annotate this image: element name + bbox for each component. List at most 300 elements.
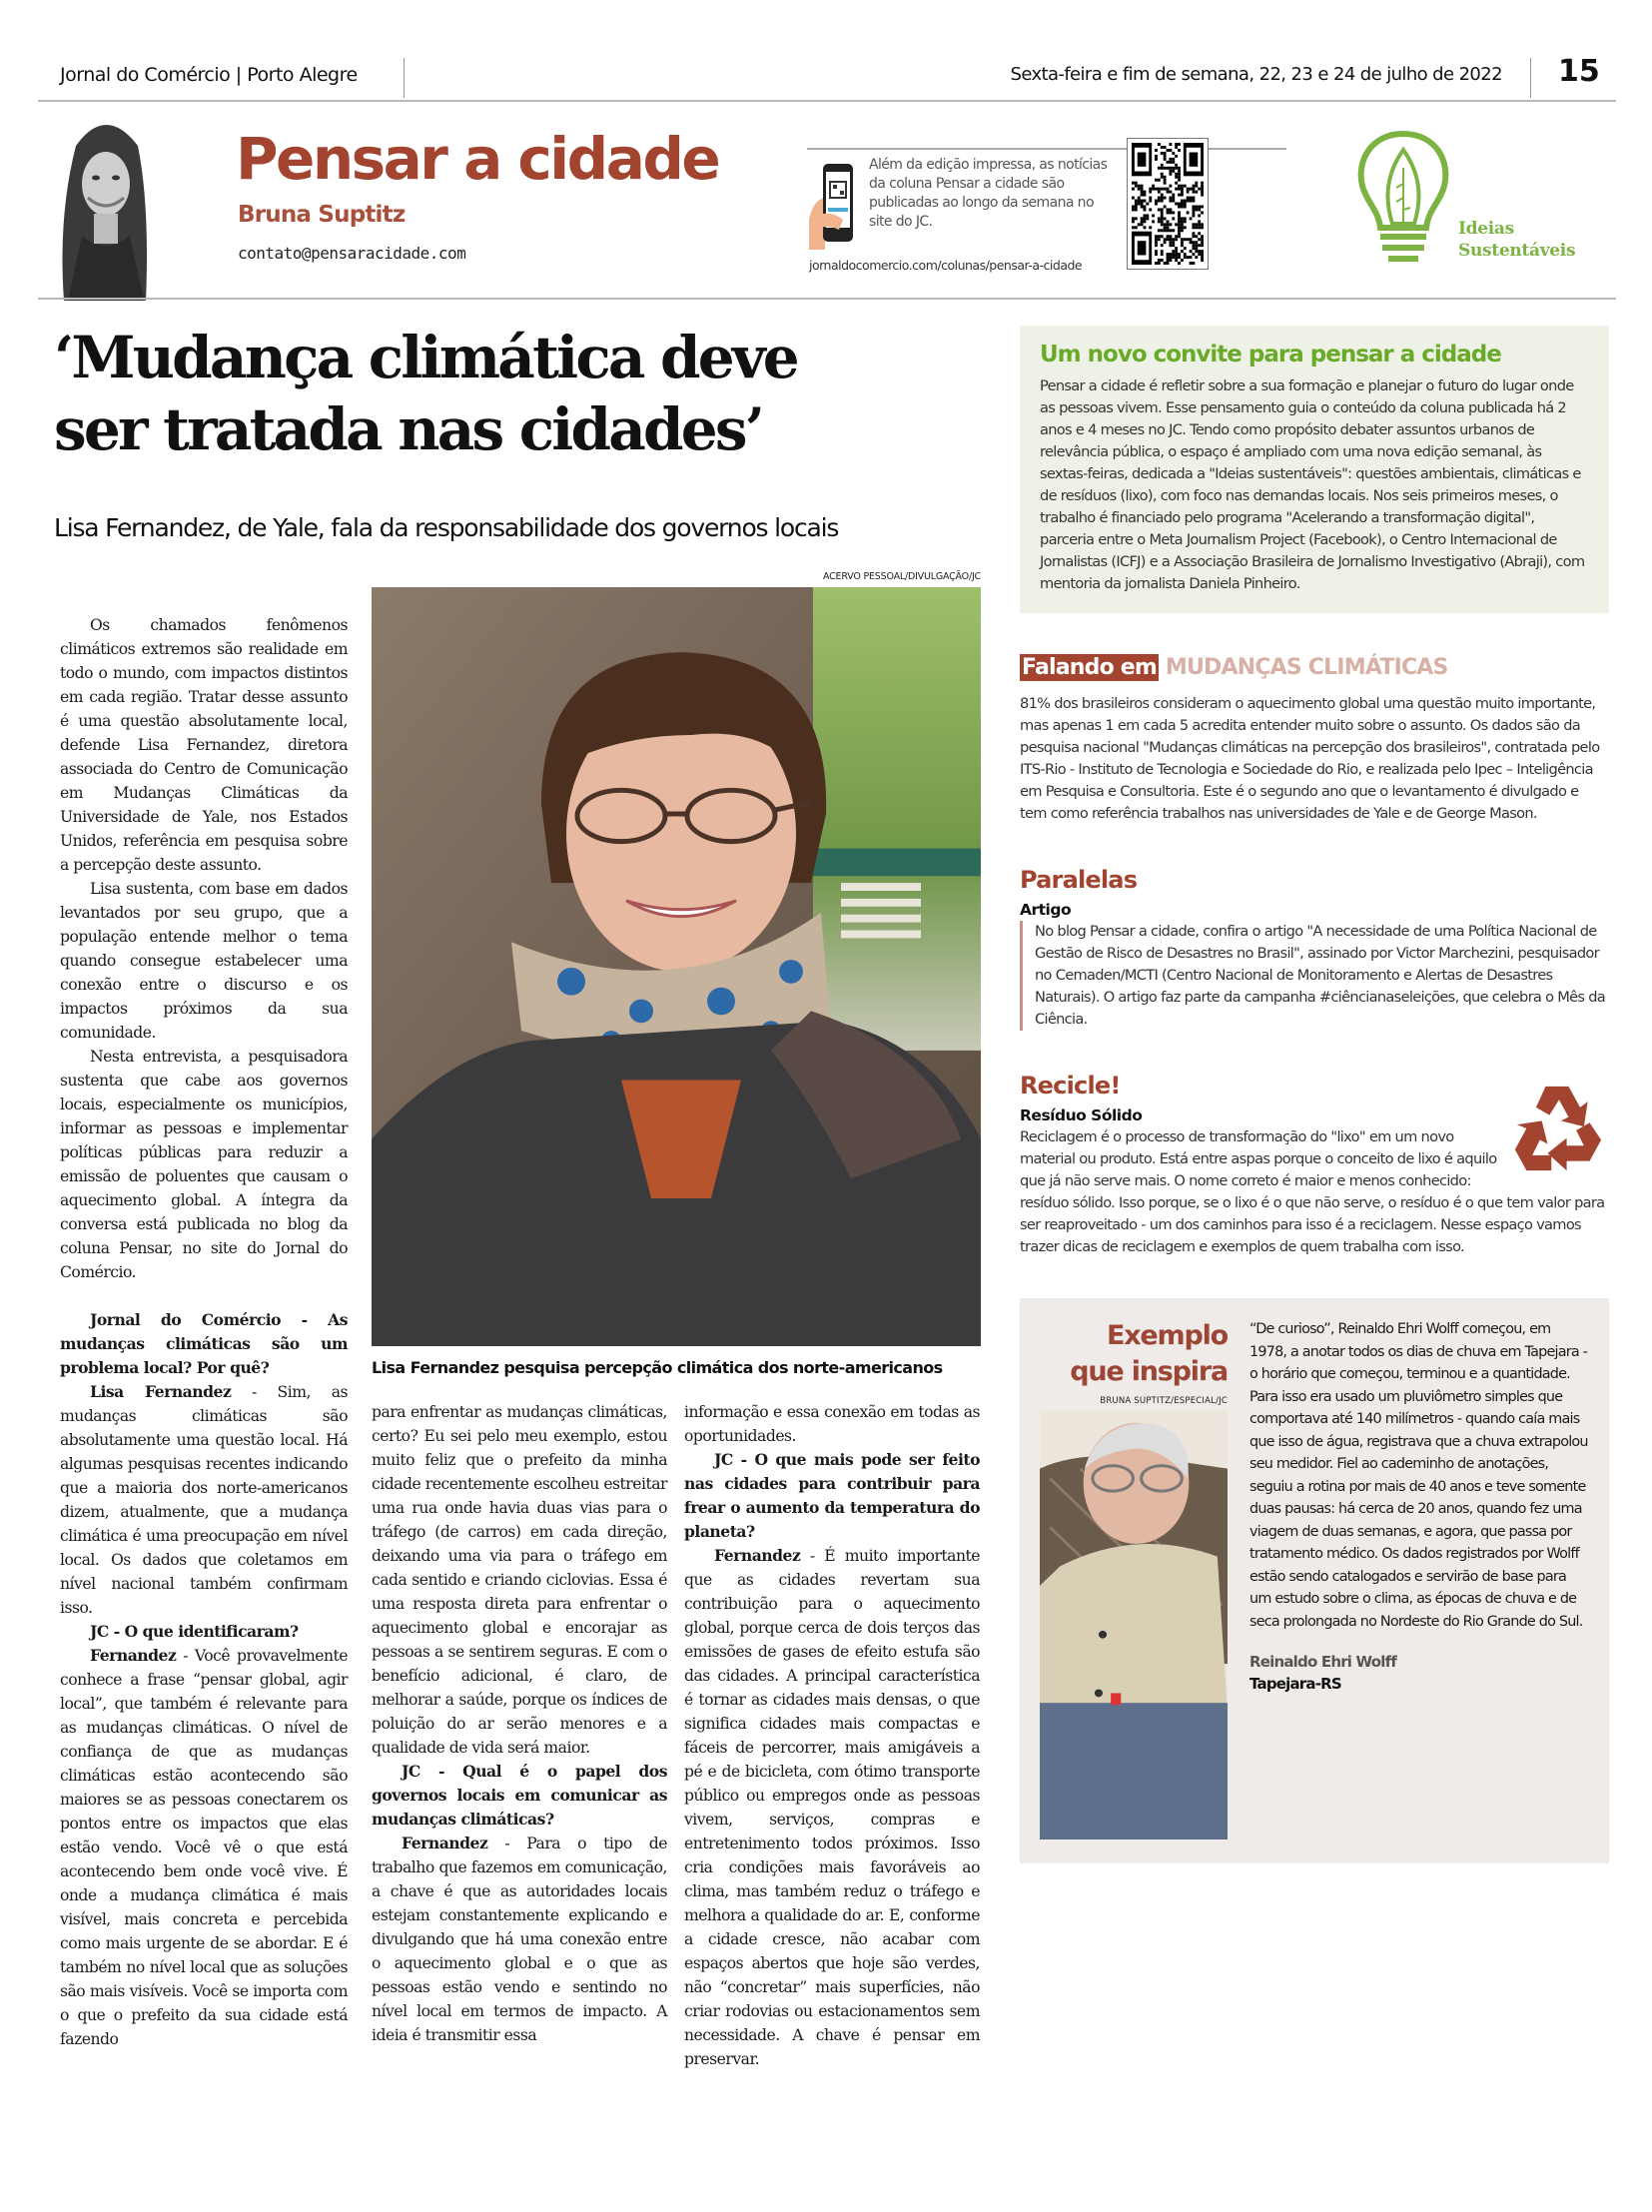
- qr-module: [1167, 226, 1170, 229]
- qr-module: [1172, 217, 1175, 220]
- qr-module: [1169, 200, 1172, 203]
- qr-module: [1132, 197, 1135, 200]
- paralelas-quote: [1020, 921, 1609, 1031]
- qr-module: [1181, 238, 1184, 241]
- exemplo-photo-credit: BRUNA SUPTITZ/ESPECIAL/JC: [1100, 1396, 1228, 1406]
- qr-module: [1169, 256, 1172, 259]
- qr-code[interactable]: [1127, 138, 1209, 270]
- qr-module: [1201, 223, 1204, 226]
- qr-module: [1135, 182, 1138, 185]
- issue-date: Sexta-feira e fim de semana, 22, 23 e 24 de julho de 2022: [1010, 64, 1502, 85]
- qr-module: [1178, 253, 1181, 256]
- qr-module: [1184, 200, 1187, 203]
- qr-module: [1169, 211, 1172, 214]
- qr-module: [1175, 235, 1178, 238]
- qr-module: [1164, 217, 1167, 220]
- qr-module: [1178, 223, 1181, 226]
- masthead-divider: [1530, 58, 1531, 98]
- article-headline: [54, 322, 1013, 465]
- qr-module: [1172, 197, 1175, 200]
- qr-module: [1175, 176, 1178, 179]
- qr-module: [1172, 211, 1175, 214]
- qr-module: [1132, 205, 1135, 208]
- qr-module: [1190, 200, 1193, 203]
- qr-module: [1190, 262, 1193, 265]
- falando-block: [1020, 653, 1609, 825]
- qr-module: [1169, 191, 1172, 194]
- qr-module: [1132, 182, 1135, 185]
- qr-module: [1158, 238, 1161, 241]
- qr-module: [1155, 262, 1158, 265]
- exemplo-left-column: [1040, 1318, 1228, 1840]
- qr-module: [1175, 167, 1178, 170]
- qr-module: [1175, 247, 1178, 250]
- qr-module: [1184, 205, 1187, 208]
- qr-module: [1152, 185, 1155, 188]
- qr-module: [1169, 238, 1172, 241]
- article-column-1: [60, 613, 348, 2051]
- answer-speaker: Lisa Fernandez: [90, 1382, 232, 1401]
- qr-module: [1161, 223, 1164, 226]
- qr-module: [1161, 176, 1164, 179]
- qr-module: [1144, 200, 1147, 203]
- convite-title: Um novo convite para pensar a cidade: [1040, 342, 1501, 368]
- exemplo-person-name: Reinaldo Ehri Wolff: [1249, 1653, 1397, 1671]
- columnist-photo: [58, 106, 154, 301]
- qr-module: [1175, 250, 1178, 253]
- ideias-sustentaveis-logo-text: [1458, 218, 1575, 262]
- qr-module: [1155, 253, 1158, 256]
- qr-module: [1169, 143, 1172, 146]
- qr-module: [1178, 188, 1181, 191]
- qr-module: [1187, 256, 1190, 259]
- qr-module: [1158, 191, 1161, 194]
- qr-module: [1187, 191, 1190, 194]
- exemplo-title-line2: que inspira: [1070, 1356, 1228, 1387]
- qr-module: [1172, 158, 1175, 161]
- qr-module: [1144, 217, 1147, 220]
- qr-module: [1167, 211, 1170, 214]
- qr-module: [1169, 208, 1172, 211]
- qr-module: [1192, 232, 1195, 235]
- answer-text: - Você provavelmente conhece a frase “pensar global, agir local”, que também é relevante para as mudanças climáticas. O nível de confiança de que as mudanças climáticas estão acontecendo são maiores se as pessoas conectarem os pontos entre os impactos que elas estão vendo. Você vê o que está acontecendo bem onde você vive. É onde a mudança climática é mais visível, mais concreta e percebida como mais urgente de se abordar. E é também no nível local que as soluções são mais visíveis. Você se importa com o que o prefeito da sua cidade está fazendo: [60, 1647, 348, 2048]
- qr-module: [1167, 253, 1170, 256]
- qr-module: [1192, 262, 1195, 265]
- qr-module: [1161, 235, 1164, 238]
- interview-question: JC - Qual é o papel dos governos locais em comunicar as mudanças climáticas?: [372, 1762, 667, 1829]
- qr-module: [1152, 214, 1155, 217]
- qr-module: [1161, 253, 1164, 256]
- qr-module: [1152, 220, 1155, 223]
- qr-module: [1138, 197, 1141, 200]
- qr-module: [1184, 220, 1187, 223]
- qr-module: [1201, 226, 1204, 229]
- qr-module: [1149, 200, 1152, 203]
- qr-module: [1195, 182, 1198, 185]
- qr-module: [1164, 241, 1167, 244]
- qr-module: [1201, 235, 1204, 238]
- qr-module: [1181, 191, 1184, 194]
- intro-paragraph: Lisa sustenta, com base em dados levantados por seu grupo, que a população entende melhor o tema quando consegue estabelecer uma conexão entre o discurso e os impactos próximos da sua comunidade.: [60, 880, 348, 1042]
- qr-module: [1167, 229, 1170, 232]
- qr-module: [1178, 170, 1181, 173]
- qr-module: [1169, 235, 1172, 238]
- qr-module: [1138, 188, 1141, 191]
- qr-module: [1158, 259, 1161, 262]
- qr-module: [1161, 244, 1164, 247]
- interview-column-3: [684, 1400, 980, 2071]
- qr-module: [1175, 155, 1178, 158]
- qr-module: [1167, 256, 1170, 259]
- qr-module: [1164, 226, 1167, 229]
- qr-module: [1164, 155, 1167, 158]
- article-subhead: Lisa Fernandez, de Yale, fala da responsabilidade dos governos locais: [54, 513, 839, 542]
- qr-module: [1192, 223, 1195, 226]
- qr-module: [1172, 200, 1175, 203]
- qr-module: [1201, 182, 1204, 185]
- qr-module: [1144, 226, 1147, 229]
- qr-module: [1178, 185, 1181, 188]
- qr-module: [1190, 241, 1193, 244]
- recicle-block: [1020, 1071, 1609, 1258]
- qr-module: [1167, 188, 1170, 191]
- header-bottom-rule: [38, 298, 1616, 300]
- qr-module: [1172, 256, 1175, 259]
- qr-module: [1181, 226, 1184, 229]
- qr-module: [1181, 241, 1184, 244]
- recycle-icon: [1509, 1083, 1605, 1174]
- falando-heading: [1020, 653, 1609, 683]
- qr-module: [1169, 167, 1172, 170]
- qr-module: [1195, 241, 1198, 244]
- qr-module: [1164, 176, 1167, 179]
- qr-module: [1195, 208, 1198, 211]
- promo-url-link[interactable]: jornaldocomercio.com/colunas/pensar-a-cidade: [809, 258, 1083, 273]
- qr-module: [1138, 223, 1141, 226]
- qr-module: [1141, 200, 1144, 203]
- qr-module: [1198, 253, 1201, 256]
- convite-box: [1020, 326, 1609, 613]
- qr-module: [1192, 185, 1195, 188]
- qr-module: [1175, 146, 1178, 149]
- qr-module: [1167, 235, 1170, 238]
- qr-module: [1181, 185, 1184, 188]
- qr-module: [1172, 250, 1175, 253]
- qr-module: [1198, 250, 1201, 253]
- qr-module: [1175, 182, 1178, 185]
- qr-module: [1198, 208, 1201, 211]
- qr-module: [1172, 238, 1175, 241]
- interview-answer: [372, 1832, 667, 2047]
- qr-module: [1201, 259, 1204, 262]
- qr-module: [1169, 223, 1172, 226]
- answer-speaker: Fernandez: [402, 1834, 488, 1852]
- qr-module: [1158, 179, 1161, 182]
- qr-module: [1181, 200, 1184, 203]
- qr-module: [1175, 188, 1178, 191]
- qr-module: [1181, 220, 1184, 223]
- qr-module: [1178, 217, 1181, 220]
- qr-module: [1184, 247, 1187, 250]
- qr-module: [1167, 238, 1170, 241]
- qr-module: [1190, 188, 1193, 191]
- qr-module: [1192, 188, 1195, 191]
- qr-module: [1187, 188, 1190, 191]
- qr-module: [1149, 208, 1152, 211]
- header-rule: [38, 100, 1616, 102]
- exemplo-box: [1020, 1298, 1609, 1863]
- headline-line-2: ser tratada nas cidades’: [54, 395, 763, 463]
- qr-module: [1169, 161, 1172, 164]
- qr-module: [1175, 143, 1178, 146]
- qr-module: [1144, 220, 1147, 223]
- qr-module: [1135, 200, 1138, 203]
- column-spacer: [60, 1284, 348, 1308]
- qr-finder: [1138, 153, 1147, 167]
- qr-module: [1172, 152, 1175, 155]
- qr-module: [1132, 220, 1135, 223]
- exemplo-title: [1040, 1318, 1228, 1390]
- qr-module: [1178, 173, 1181, 176]
- qr-module: [1144, 208, 1147, 211]
- main-photo: [372, 587, 981, 1346]
- logo-line1: Ideias: [1458, 219, 1514, 239]
- qr-module: [1178, 205, 1181, 208]
- qr-module: [1161, 208, 1164, 211]
- qr-module: [1144, 214, 1147, 217]
- qr-module: [1175, 238, 1178, 241]
- qr-module: [1164, 197, 1167, 200]
- qr-module: [1195, 235, 1198, 238]
- qr-module: [1141, 188, 1144, 191]
- qr-module: [1155, 203, 1158, 206]
- qr-module: [1158, 197, 1161, 200]
- qr-module: [1201, 238, 1204, 241]
- qr-module: [1164, 167, 1167, 170]
- qr-module: [1192, 226, 1195, 229]
- paralelas-body: No blog Pensar a cidade, confira o artigo "A necessidade de uma Política Nacional de Gestão de Risco de Desastres no Brasil", assinado por Victor Marchezini, pesquisador no Cemaden/MCTI (Centro Nacional de Monitoramento e Alertas de Desastres Naturais). O artigo faz parte da campanha #ciêncianaseleições, que celebra o Mês da Ciência.: [1035, 923, 1606, 1028]
- qr-module: [1175, 173, 1178, 176]
- qr-module: [1161, 197, 1164, 200]
- qr-module: [1169, 149, 1172, 152]
- qr-module: [1141, 203, 1144, 206]
- qr-module: [1192, 191, 1195, 194]
- paralelas-block: [1020, 865, 1609, 1031]
- interview-question: JC - O que identificaram?: [90, 1622, 299, 1641]
- qr-module: [1164, 188, 1167, 191]
- qr-module: [1201, 211, 1204, 214]
- qr-module: [1198, 220, 1201, 223]
- qr-module: [1172, 253, 1175, 256]
- qr-module: [1167, 161, 1170, 164]
- qr-module: [1161, 146, 1164, 149]
- qr-module: [1141, 220, 1144, 223]
- interview-question: Jornal do Comércio - As mudanças climáticas são um problema local? Por quê?: [60, 1310, 348, 1377]
- qr-module: [1190, 217, 1193, 220]
- exemplo-person-place: Tapejara-RS: [1249, 1675, 1341, 1693]
- qr-module: [1167, 191, 1170, 194]
- qr-module: [1181, 229, 1184, 232]
- qr-module: [1178, 143, 1181, 146]
- qr-module: [1178, 194, 1181, 197]
- exemplo-right-column: [1249, 1318, 1591, 1840]
- qr-module: [1201, 188, 1204, 191]
- qr-module: [1138, 203, 1141, 206]
- qr-module: [1158, 143, 1161, 146]
- qr-module: [1167, 149, 1170, 152]
- qr-module: [1146, 214, 1149, 217]
- qr-module: [1164, 146, 1167, 149]
- photo-caption: Lisa Fernandez pesquisa percepção climática dos norte-americanos: [372, 1358, 943, 1377]
- qr-module: [1164, 182, 1167, 185]
- qr-module: [1155, 238, 1158, 241]
- qr-module: [1158, 220, 1161, 223]
- qr-module: [1181, 188, 1184, 191]
- qr-module: [1155, 200, 1158, 203]
- qr-module: [1178, 256, 1181, 259]
- qr-module: [1201, 191, 1204, 194]
- qr-module: [1152, 188, 1155, 191]
- qr-module: [1184, 185, 1187, 188]
- qr-module: [1158, 262, 1161, 265]
- qr-module: [1181, 250, 1184, 253]
- qr-module: [1164, 229, 1167, 232]
- qr-module: [1178, 203, 1181, 206]
- intro-paragraph: Os chamados fenômenos climáticos extremos são realidade em todo o mundo, com impactos distintos em cada região. Tratar desse assunto é uma questão absolutamente local, defende Lisa Fernandez, diretora associada do Centro de Comunicação em Mudanças Climáticas da Universidade de Yale, nos Estados Unidos, referência em pesquisa sobre a percepção deste assunto.: [60, 616, 348, 874]
- qr-module: [1178, 232, 1181, 235]
- qr-module: [1178, 229, 1181, 232]
- qr-module: [1169, 244, 1172, 247]
- exemplo-body: “De curioso”, Reinaldo Ehri Wolff começou, em 1978, a anotar todos os dias de chuva em Tapejara - o horário que começou, terminou e a quantidade. Para isso era usado um pluviômetro simples que comportava até 140 milímetros - quando caía mais que isso de água, registrava que a chuva extrapolou seu medidor. Fiel ao cademinho de anotações, seguiu a rotina por mais de 40 anos e teve somente duas pausas: há cerca de 20 anos, quando fez uma viagem de duas semanas, e agora, que passa por tratamento médico. Os dados registrados por Wolff estão sendo catalogados e servirão de base para um estudo sobre o clima, as épocas de chuva e de seca prolongada no Nordeste do Rio Grande do Sul.: [1249, 1321, 1588, 1630]
- qr-module: [1192, 214, 1195, 217]
- qr-module: [1195, 205, 1198, 208]
- photo-credit: ACERVO PESSOAL/DIVULGAÇÃO/JC: [822, 571, 981, 582]
- qr-module: [1161, 214, 1164, 217]
- recicle-title: Recicle!: [1020, 1072, 1121, 1100]
- qr-module: [1192, 211, 1195, 214]
- qr-module: [1155, 250, 1158, 253]
- qr-module: [1198, 188, 1201, 191]
- section-email-link[interactable]: contato@pensaracidade.com: [238, 244, 466, 263]
- qr-module: [1192, 253, 1195, 256]
- qr-module: [1201, 250, 1204, 253]
- qr-module: [1169, 173, 1172, 176]
- section-author: Bruna Suptitz: [238, 202, 406, 228]
- qr-module: [1138, 200, 1141, 203]
- interview-answer: [684, 1544, 980, 2071]
- qr-module: [1178, 149, 1181, 152]
- qr-module: [1167, 220, 1170, 223]
- qr-module: [1175, 256, 1178, 259]
- qr-module: [1192, 235, 1195, 238]
- qr-module: [1178, 235, 1181, 238]
- qr-module: [1178, 211, 1181, 214]
- qr-module: [1138, 185, 1141, 188]
- masthead-divider: [404, 58, 405, 98]
- answer-speaker: Fernandez: [90, 1646, 177, 1665]
- qr-module: [1172, 167, 1175, 170]
- qr-module: [1155, 188, 1158, 191]
- qr-module: [1201, 241, 1204, 244]
- qr-module: [1161, 188, 1164, 191]
- qr-module: [1172, 170, 1175, 173]
- falando-topic: MUDANÇAS CLIMÁTICAS: [1165, 655, 1448, 680]
- qr-module: [1178, 176, 1181, 179]
- qr-module: [1135, 185, 1138, 188]
- qr-module: [1161, 217, 1164, 220]
- qr-module: [1132, 208, 1135, 211]
- qr-module: [1144, 194, 1147, 197]
- qr-module: [1158, 208, 1161, 211]
- qr-module: [1201, 185, 1204, 188]
- qr-module: [1201, 253, 1204, 256]
- qr-module: [1141, 223, 1144, 226]
- qr-module: [1158, 217, 1161, 220]
- exemplo-photo: [1040, 1410, 1228, 1840]
- qr-module: [1181, 217, 1184, 220]
- qr-module: [1195, 244, 1198, 247]
- exemplo-title-line1: Exemplo: [1106, 1320, 1228, 1351]
- answer-text: - É muito importante que as cidades revertam sua contribuição para o aquecimento global, porque cerca de dois terços das emissões de gases de efeito estufa são das cidades. A principal característica é tornar as cidades mais densas, o que significa cidades mais compactas e fáceis de percorrer, mais amigáveis a pé e de bicicleta, com ótimo transporte público ou empregos onde as pessoas vivem, serviços, compras e entretenimento todos próximos. Isso cria condições mais favoráveis ao clima, mas também reduz o tráfego e melhora a qualidade do ar. E, conforme a cidade cresce, não acabar com espaços abertos que hoje são verdes, não “concretar” mais superfícies, não criar rodovias ou estacionamentos sem necessidade. A chave é pensar em preservar.: [684, 1547, 980, 2068]
- qr-module: [1192, 197, 1195, 200]
- qr-module: [1192, 244, 1195, 247]
- qr-module: [1181, 244, 1184, 247]
- qr-module: [1158, 235, 1161, 238]
- qr-module: [1181, 194, 1184, 197]
- qr-module: [1164, 262, 1167, 265]
- qr-module: [1169, 229, 1172, 232]
- qr-module: [1198, 226, 1201, 229]
- qr-module: [1158, 167, 1161, 170]
- qr-module: [1187, 211, 1190, 214]
- qr-module: [1161, 259, 1164, 262]
- qr-module: [1198, 238, 1201, 241]
- qr-module: [1149, 188, 1152, 191]
- headline-line-1: ‘Mudança climática deve: [54, 324, 797, 391]
- qr-module: [1164, 179, 1167, 182]
- answer-text: - Para o tipo de trabalho que fazemos em comunicação, a chave é que as autoridades locais estejam constantemente explicando e divulgando que há uma conexão entre o aquecimento global e o que as pessoas estão vendo e sentindo no nível local em termos de impacto. A ideia é transmitir essa: [372, 1835, 667, 2044]
- qr-module: [1195, 185, 1198, 188]
- logo-line2: Sustentáveis: [1458, 241, 1576, 261]
- qr-module: [1198, 244, 1201, 247]
- qr-module: [1169, 241, 1172, 244]
- qr-module: [1198, 223, 1201, 226]
- qr-module: [1155, 155, 1158, 158]
- qr-module: [1172, 229, 1175, 232]
- qr-module: [1155, 149, 1158, 152]
- qr-module: [1161, 152, 1164, 155]
- qr-module: [1175, 253, 1178, 256]
- answer-text: - Sim, as mudanças climáticas são absolutamente uma questão local. Há algumas pesquisas recentes indicando que a maioria dos norte-americanos dizem, atualmente, que a mudança climática é uma preocupação em nível local. Os dados que coletamos em nível nacional também confirmam isso.: [60, 1383, 348, 1617]
- qr-module: [1155, 158, 1158, 161]
- qr-module: [1164, 158, 1167, 161]
- qr-module: [1141, 185, 1144, 188]
- qr-module: [1192, 205, 1195, 208]
- qr-module: [1192, 247, 1195, 250]
- qr-module: [1161, 200, 1164, 203]
- qr-module: [1135, 205, 1138, 208]
- qr-module: [1161, 229, 1164, 232]
- qr-module: [1164, 205, 1167, 208]
- qr-module: [1201, 194, 1204, 197]
- qr-module: [1167, 262, 1170, 265]
- qr-module: [1161, 164, 1164, 167]
- qr-module: [1141, 191, 1144, 194]
- qr-module: [1178, 167, 1181, 170]
- page-number: 15: [1558, 54, 1600, 89]
- qr-module: [1184, 217, 1187, 220]
- falando-body: 81% dos brasileiros consideram o aquecimento global uma questão muito importante, mas apenas 1 em cada 5 acredita entender muito sobre o assunto. Os dados são da pesquisa nacional "Mudanças climáticas na percepção dos brasileiros", contratada pelo ITS-Rio - Instituto de Tecnologia e Sociedade do Rio, e realizada pelo Ipec – Inteligência em Pesquisa e Consultoria. Este é o segundo ano que o levantamento é divulgado e tem como referência trabalhos nas universidades de Yale e de George Mason.: [1020, 695, 1600, 822]
